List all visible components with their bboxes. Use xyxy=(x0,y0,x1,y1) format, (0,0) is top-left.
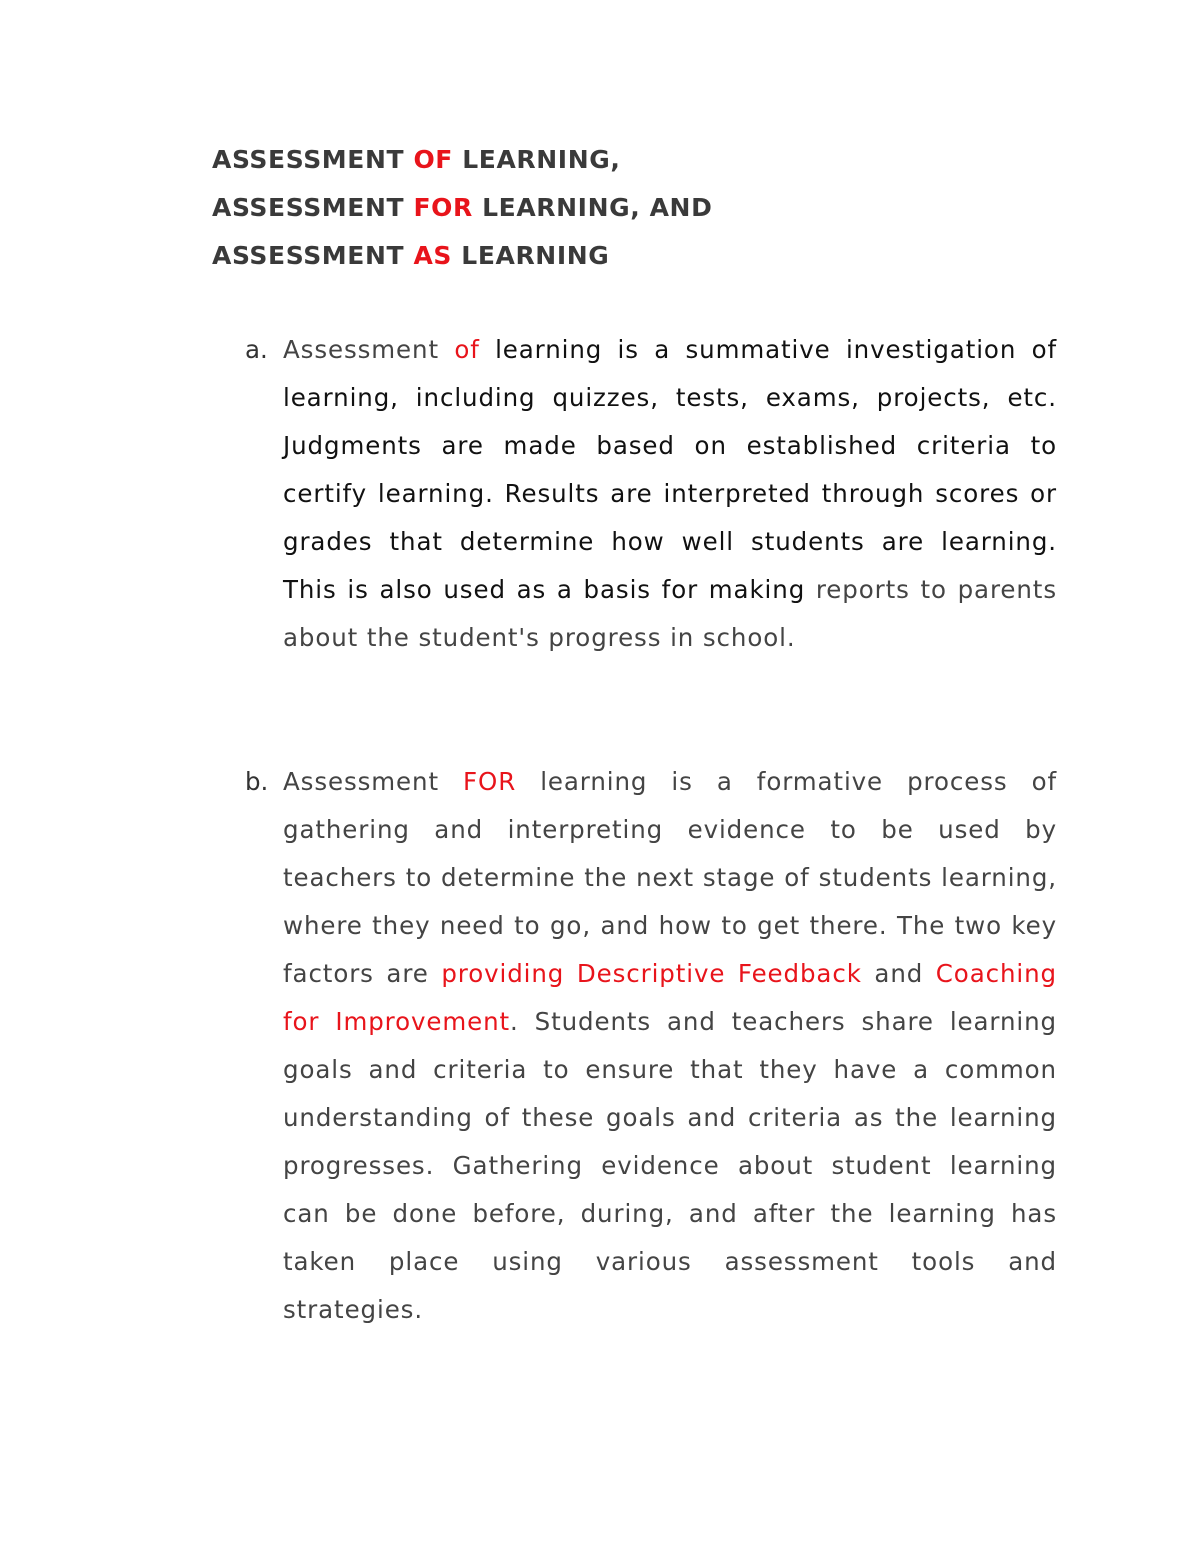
title-line-1: ASSESSMENT OF LEARNING, xyxy=(212,145,621,174)
title-keyword-for: FOR xyxy=(413,193,473,222)
title-line-3: ASSESSMENT AS LEARNING xyxy=(212,241,610,270)
keyword-for: FOR xyxy=(463,767,517,796)
highlight-coaching-for-improvement: Coaching for Improvement xyxy=(283,959,1057,1036)
title-line-2: ASSESSMENT FOR LEARNING, AND xyxy=(212,193,713,222)
list-marker-b: b. xyxy=(245,767,269,796)
list-item-b: b. Assessment FOR learning is a formative process of gathering and interpreting evidence to be used by teachers to determine the next stage of students learning, where they need to go, and how to get there. The two key factors are providing Descriptive Feedback and Coaching for Improvement. Students and teachers share learning goals and criteria to ensure that they have a common understanding of these goals and criteria as the learning progresses. Gathering evidence about student learning can be done before, during, and after the learning has taken place using various assessment tools and strategies. xyxy=(283,758,1057,1334)
list-item-a: a. Assessment of learning is a summative investigation of learning, including quizzes, tests, exams, projects, etc. Judgments are made based on established criteria to certify learning. Results are interpreted through scores or grades that determine how well students are learning. This is also used as a basis for making reports to parents about the student's progress in school. xyxy=(283,326,1057,662)
document-title xyxy=(212,136,1012,280)
list-marker-a: a. xyxy=(245,335,268,364)
highlight-descriptive-feedback: providing Descriptive Feedback xyxy=(441,959,862,988)
title-keyword-as: AS xyxy=(413,241,452,270)
keyword-of: of xyxy=(454,335,480,364)
title-keyword-of: OF xyxy=(413,145,453,174)
